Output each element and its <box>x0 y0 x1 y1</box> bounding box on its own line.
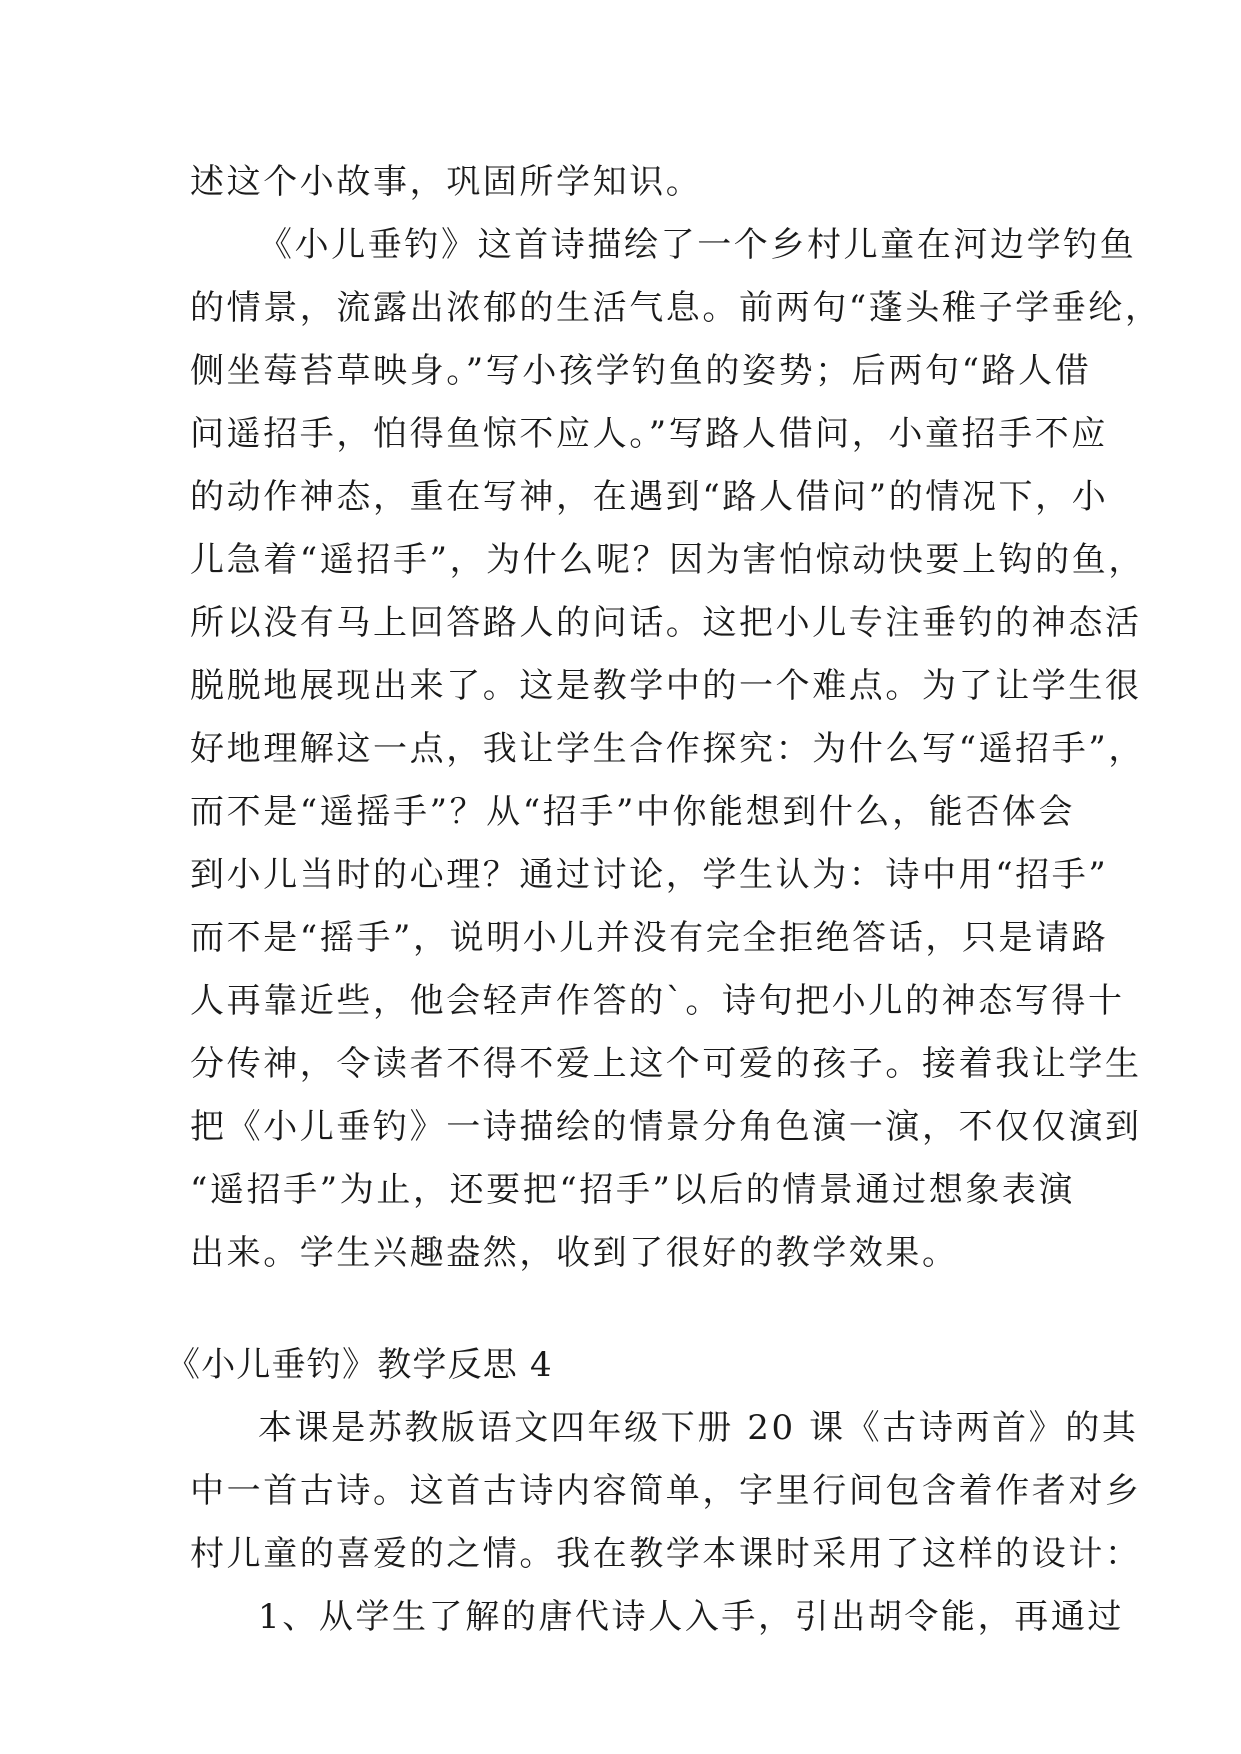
paragraph-line: 到小儿当时的心理？通过讨论，学生认为：诗中用“招手” <box>190 855 1109 895</box>
paragraph-line: 而不是“遥摇手”？从“招手”中你能想到什么，能否体会 <box>190 792 1076 832</box>
paragraph-line: 的情景，流露出浓郁的生活气息。前两句“蓬头稚子学垂纶， <box>190 288 1162 328</box>
paragraph-line: 儿急着“遥招手”，为什么呢？因为害怕惊动快要上钩的鱼， <box>190 540 1145 580</box>
paragraph-line: 1、从学生了解的唐代诗人入手，引出胡令能，再通过 <box>258 1597 1125 1637</box>
paragraph-line: 好地理解这一点，我让学生合作探究：为什么写“遥招手”， <box>190 729 1145 769</box>
paragraph-line: 问遥招手，怕得鱼惊不应人。”写路人借问，小童招手不应 <box>190 414 1108 454</box>
paragraph-line: 《小儿垂钓》这首诗描绘了一个乡村儿童在河边学钓鱼 <box>258 225 1137 265</box>
paragraph-line: 所以没有马上回答路人的问话。这把小儿专注垂钓的神态活 <box>190 603 1142 643</box>
paragraph-line: 述这个小故事，巩固所学知识。 <box>190 162 703 202</box>
paragraph-line: 的动作神态，重在写神，在遇到“路人借问”的情况下，小 <box>190 477 1109 517</box>
paragraph-line: 村儿童的喜爱的之情。我在教学本课时采用了这样的设计： <box>190 1534 1142 1574</box>
paragraph-line: 出来。学生兴趣盎然，收到了很好的教学效果。 <box>190 1233 959 1273</box>
paragraph-line: 分传神，令读者不得不爱上这个可爱的孩子。接着我让学生 <box>190 1044 1142 1084</box>
paragraph-line: 中一首古诗。这首古诗内容简单，字里行间包含着作者对乡 <box>190 1471 1142 1511</box>
section-heading: 《小儿垂钓》教学反思 4 <box>166 1345 553 1385</box>
paragraph-line: 把《小儿垂钓》一诗描绘的情景分角色演一演，不仅仅演到 <box>190 1107 1142 1147</box>
paragraph-line: “遥招手”为止，还要把“招手”以后的情景通过想象表演 <box>190 1170 1076 1210</box>
paragraph-line: 本课是苏教版语文四年级下册 20 课《古诗两首》的其 <box>258 1408 1139 1448</box>
paragraph-line: 脱脱地展现出来了。这是教学中的一个难点。为了让学生很 <box>190 666 1142 706</box>
paragraph-line: 人再靠近些，他会轻声作答的`。诗句把小儿的神态写得十 <box>190 981 1125 1021</box>
paragraph-line: 而不是“摇手”，说明小儿并没有完全拒绝答话，只是请路 <box>190 918 1109 958</box>
paragraph-line: 侧坐莓苔草映身。”写小孩学钓鱼的姿势；后两句“路人借 <box>190 351 1092 391</box>
